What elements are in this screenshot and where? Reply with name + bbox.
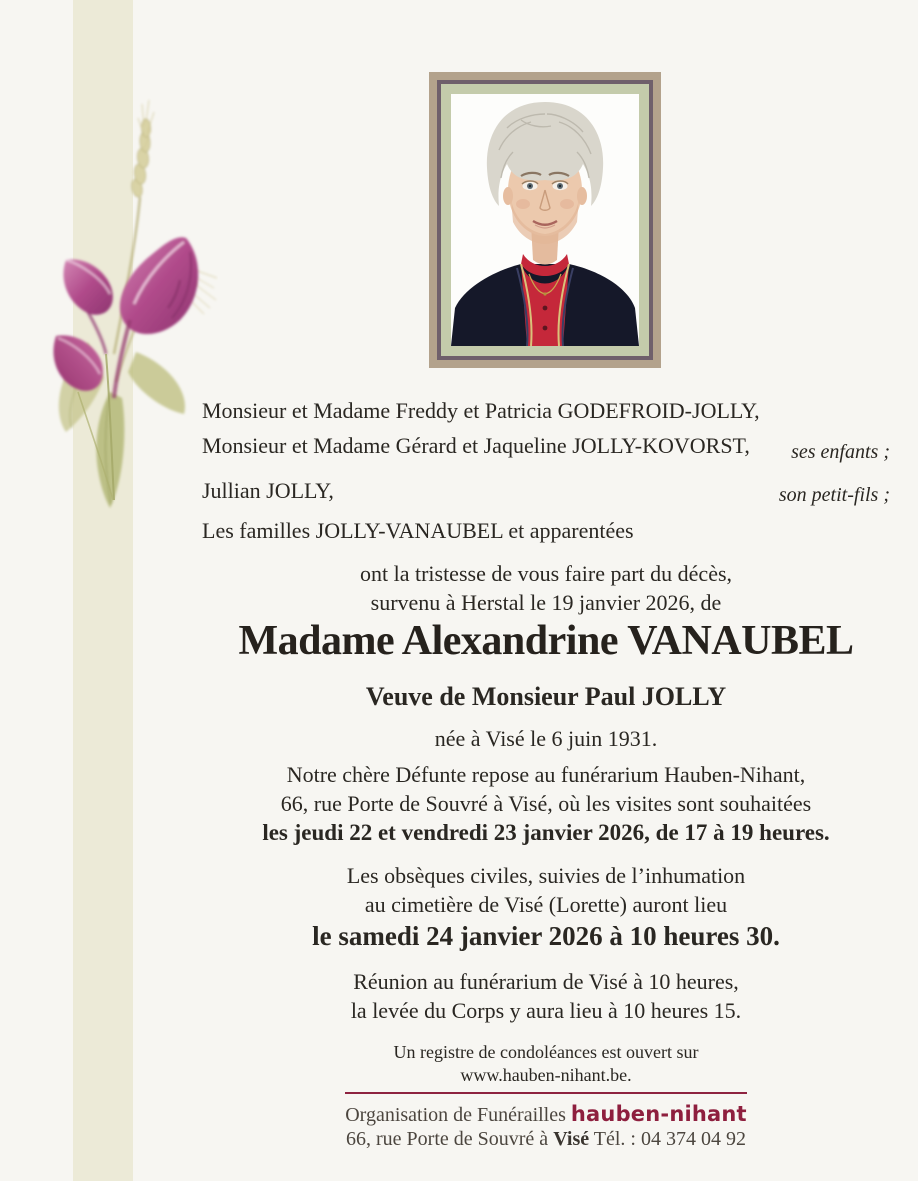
footer-address-prefix: 66, rue Porte de Souvré à — [346, 1128, 554, 1150]
meeting-line-1: Réunion au funérarium de Visé à 10 heures, — [353, 969, 739, 994]
visitation-line-1: Notre chère Défunte repose au funérarium Hauben-Nihant, — [286, 762, 806, 787]
meeting-line-2: la levée du Corps y aura lieu à 10 heures 15. — [350, 998, 742, 1023]
family-line-4: Les familles JOLLY-VANAUBEL et apparentées — [202, 518, 634, 543]
footer-divider-line — [345, 1092, 747, 1094]
condolence-register-line: Un registre de condoléances est ouvert sur — [393, 1042, 699, 1062]
deceased-widow-of: Veuve de Monsieur Paul JOLLY — [365, 682, 727, 711]
deceased-birth: née à Visé le 6 juin 1931. — [434, 726, 658, 751]
visitation-dates: les jeudi 22 et vendredi 23 janvier 2026, de 17 à 19 heures. — [262, 820, 830, 845]
family-line-3: Jullian JOLLY, — [202, 478, 334, 503]
family-line-1: Monsieur et Madame Freddy et Patricia GODEFROID-JOLLY, — [202, 398, 760, 423]
footer-address-line — [174, 1126, 918, 1152]
announcement-line-1: ont la tristesse de vous faire part du décès, — [359, 561, 733, 586]
relation-grandson-label: son petit-fils ; — [778, 484, 890, 506]
footer-organisation-line — [174, 1101, 918, 1128]
funeral-date: le samedi 24 janvier 2026 à 10 heures 30. — [312, 921, 780, 951]
funeral-line-2: au cimetière de Visé (Lorette) auront lieu — [364, 892, 728, 917]
footer-address-suffix: Tél. : 04 374 04 92 — [589, 1128, 746, 1150]
footer-organisation-label: Organisation de Funérailles — [345, 1104, 571, 1126]
visitation-line-2: 66, rue Porte de Souvré à Visé, où les visites sont souhaitées — [280, 791, 812, 816]
condolence-website: www.hauben-nihant.be. — [460, 1065, 632, 1085]
family-line-2: Monsieur et Madame Gérard et Jaqueline JOLLY-KOVORST, — [202, 433, 750, 458]
funeral-home-logo: hauben-nihant — [570, 1102, 747, 1126]
deceased-name: Madame Alexandrine VANAUBEL — [238, 618, 854, 664]
funeral-line-1: Les obsèques civiles, suivies de l’inhumation — [346, 863, 746, 888]
announcement-line-2: survenu à Herstal le 19 janvier 2026, de — [370, 590, 722, 615]
relation-children-label: ses enfants ; — [791, 441, 890, 463]
footer-address-city: Visé — [553, 1128, 590, 1150]
announcement-text-column — [174, 0, 918, 1181]
